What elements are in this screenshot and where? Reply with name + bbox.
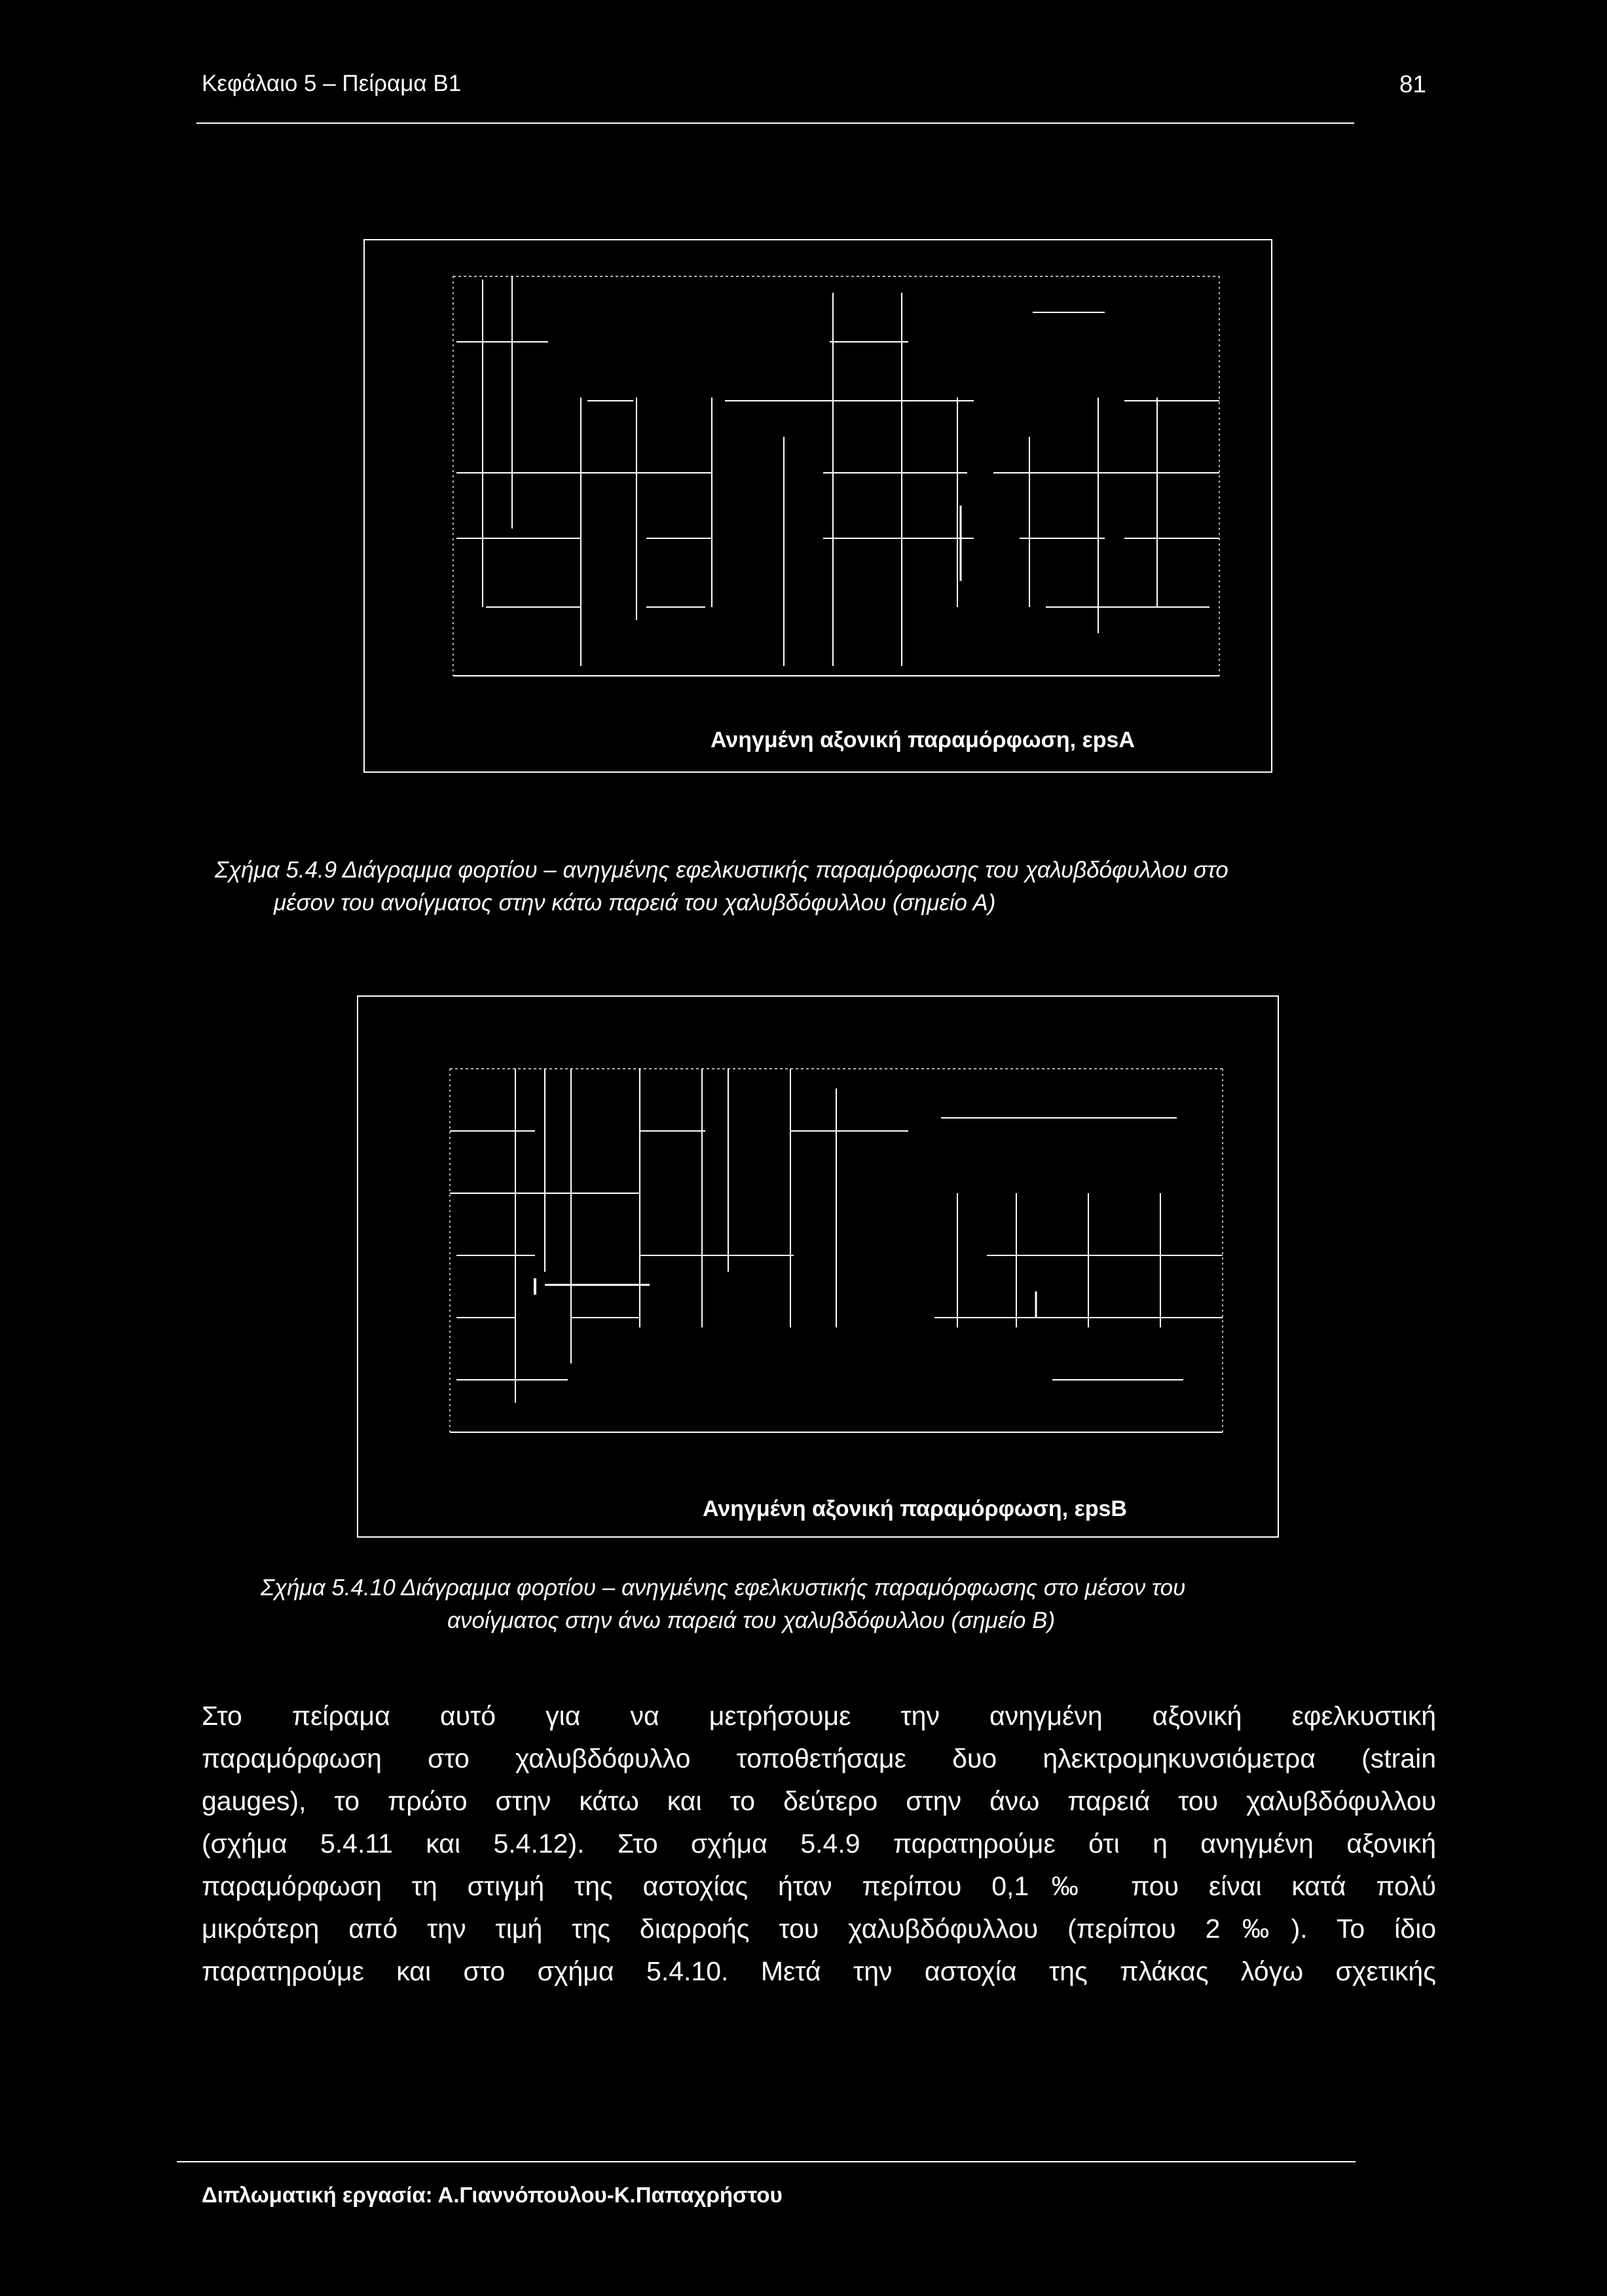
footer-rule — [177, 2161, 1356, 2162]
body-line: (σχήμα 5.4.11 και 5.4.12). Στο σχήμα 5.4.9 παρατηρούμε ότι η ανηγμένη αξονική — [202, 1828, 1436, 1859]
figure-b-frame — [357, 995, 1279, 1538]
figure-a-plot — [365, 240, 1274, 774]
footer-text: Διπλωματική εργασία: Α.Γιαννόπουλου-Κ.Παπαχρήστου — [202, 2183, 783, 2207]
body-line: Στο πείραμα αυτό για να μετρήσουμε την ανηγμένη αξονική εφελκυστική — [202, 1701, 1436, 1731]
running-header: Κεφάλαιο 5 – Πείραμα Β1 — [202, 71, 462, 96]
figure-b-caption-line2: ανοίγματος στην άνω παρειά του χαλυβδόφυλλου (σημείο Β) — [447, 1608, 1056, 1633]
figure-a-caption-line2: μέσον του ανοίγματος στην κάτω παρειά του χαλυβδόφυλλου (σημείο Α) — [274, 890, 996, 916]
figure-a-x-axis-label: Ανηγμένη αξονική παραμόρφωση, εpsA — [711, 728, 1135, 752]
body-paragraph — [202, 1695, 1436, 1993]
figure-a-frame — [363, 239, 1272, 773]
body-line: παραμόρφωση τη στιγμή της αστοχίας ήταν περίπου 0,1‰ που είναι κατά πολύ — [202, 1871, 1436, 1901]
body-line: παραμόρφωση στο χαλυβδόφυλλο τοποθετήσαμε δυο ηλεκτρομηκυνσιόμετρα (strain — [202, 1743, 1436, 1773]
figure-b-caption — [261, 1572, 1387, 1637]
figure-a-caption-line1: Σχήμα 5.4.9 Διάγραμμα φορτίου – ανηγμένης εφελκυστικής παραμόρφωσης του χαλυβδόφυλλου στο — [215, 857, 1228, 883]
page-number: 81 — [1399, 71, 1426, 98]
figure-b-caption-line1: Σχήμα 5.4.10 Διάγραμμα φορτίου – ανηγμένης εφελκυστικής παραμόρφωσης στο μέσον του — [261, 1575, 1186, 1601]
figure-a-caption — [215, 854, 1394, 919]
figure-b-x-axis-label: Ανηγμένη αξονική παραμόρφωση, εpsB — [703, 1496, 1127, 1521]
body-line: gauges), το πρώτο στην κάτω και το δεύτερο στην άνω παρειά του χαλυβδόφυλλου — [202, 1786, 1436, 1816]
body-line: μικρότερη από την τιμή της διαρροής του χαλυβδόφυλλου (περίπου 2‰). Το ίδιο — [202, 1914, 1436, 1944]
body-line: παρατηρούμε και στο σχήμα 5.4.10. Μετά την αστοχία της πλάκας λόγω σχετικής — [202, 1956, 1436, 1986]
header-rule — [196, 122, 1354, 124]
figure-b-plot — [358, 997, 1280, 1539]
